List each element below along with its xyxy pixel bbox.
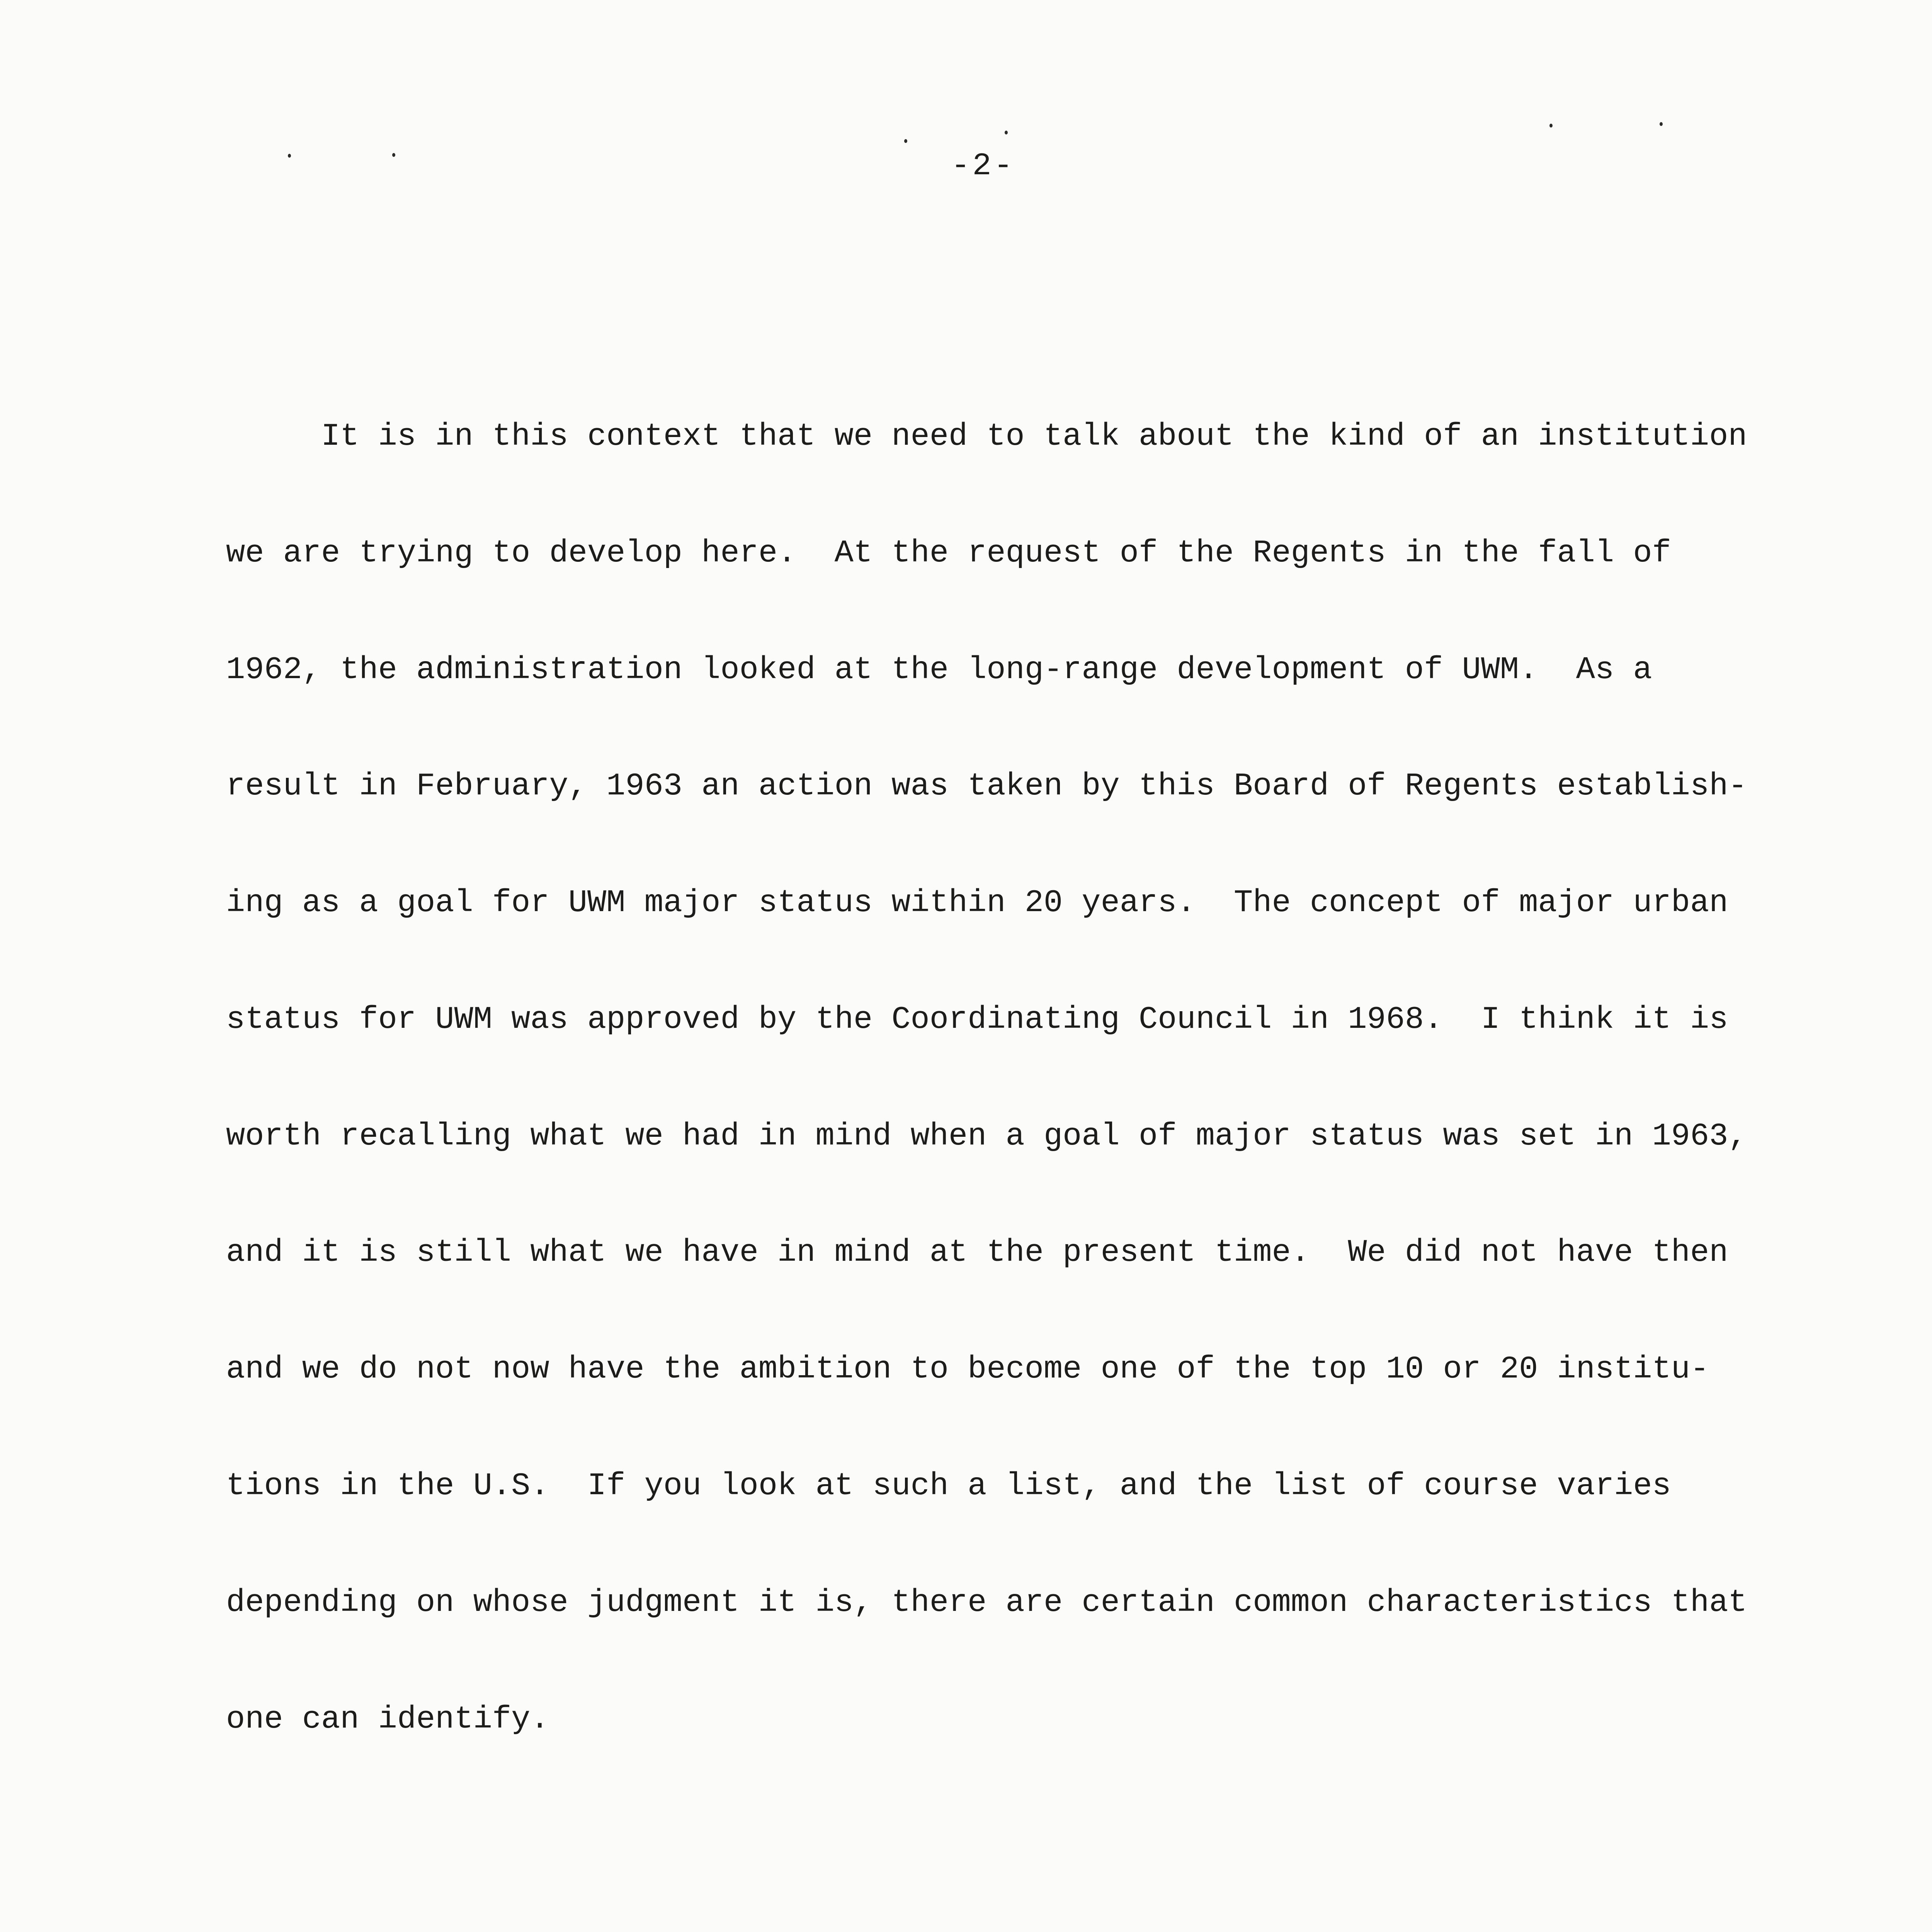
text-line: result in February, 1963 an action was taken by this Board of Regents establish- <box>226 768 1747 804</box>
scan-speck <box>1660 122 1663 126</box>
text-line: 1962, the administration looked at the long-range development of UWM. As a <box>226 651 1652 688</box>
text-line: status for UWM was approved by the Coordinating Council in 1968. I think it is <box>226 1001 1728 1037</box>
text-line: worth recalling what we had in mind when a goal of major status was set in 1963, <box>226 1118 1747 1154</box>
body-text <box>226 223 1772 1932</box>
scan-speck <box>1005 131 1008 134</box>
text-line: and we do not now have the ambition to become one of the top 10 or 20 institu- <box>226 1351 1709 1388</box>
paragraph-institutional-context <box>226 340 1772 1817</box>
text-line: we are trying to develop here. At the request of the Regents in the fall of <box>226 535 1671 571</box>
text-line: tions in the U.S. If you look at such a list, and the list of course varies <box>226 1468 1671 1504</box>
text-line: depending on whose judgment it is, there are certain common characteristics that <box>226 1584 1747 1621</box>
text-line: one can identify. <box>226 1701 549 1737</box>
scan-speck <box>1549 124 1553 128</box>
text-line: and it is still what we have in mind at the present time. We did not have then <box>226 1235 1728 1271</box>
scan-speck <box>904 139 907 143</box>
text-line: ing as a goal for UWM major status within 20 years. The concept of major urban <box>226 885 1728 921</box>
page-number: -2- <box>951 148 1015 184</box>
text-line: It is in this context that we need to talk about the kind of an institution <box>226 418 1747 454</box>
